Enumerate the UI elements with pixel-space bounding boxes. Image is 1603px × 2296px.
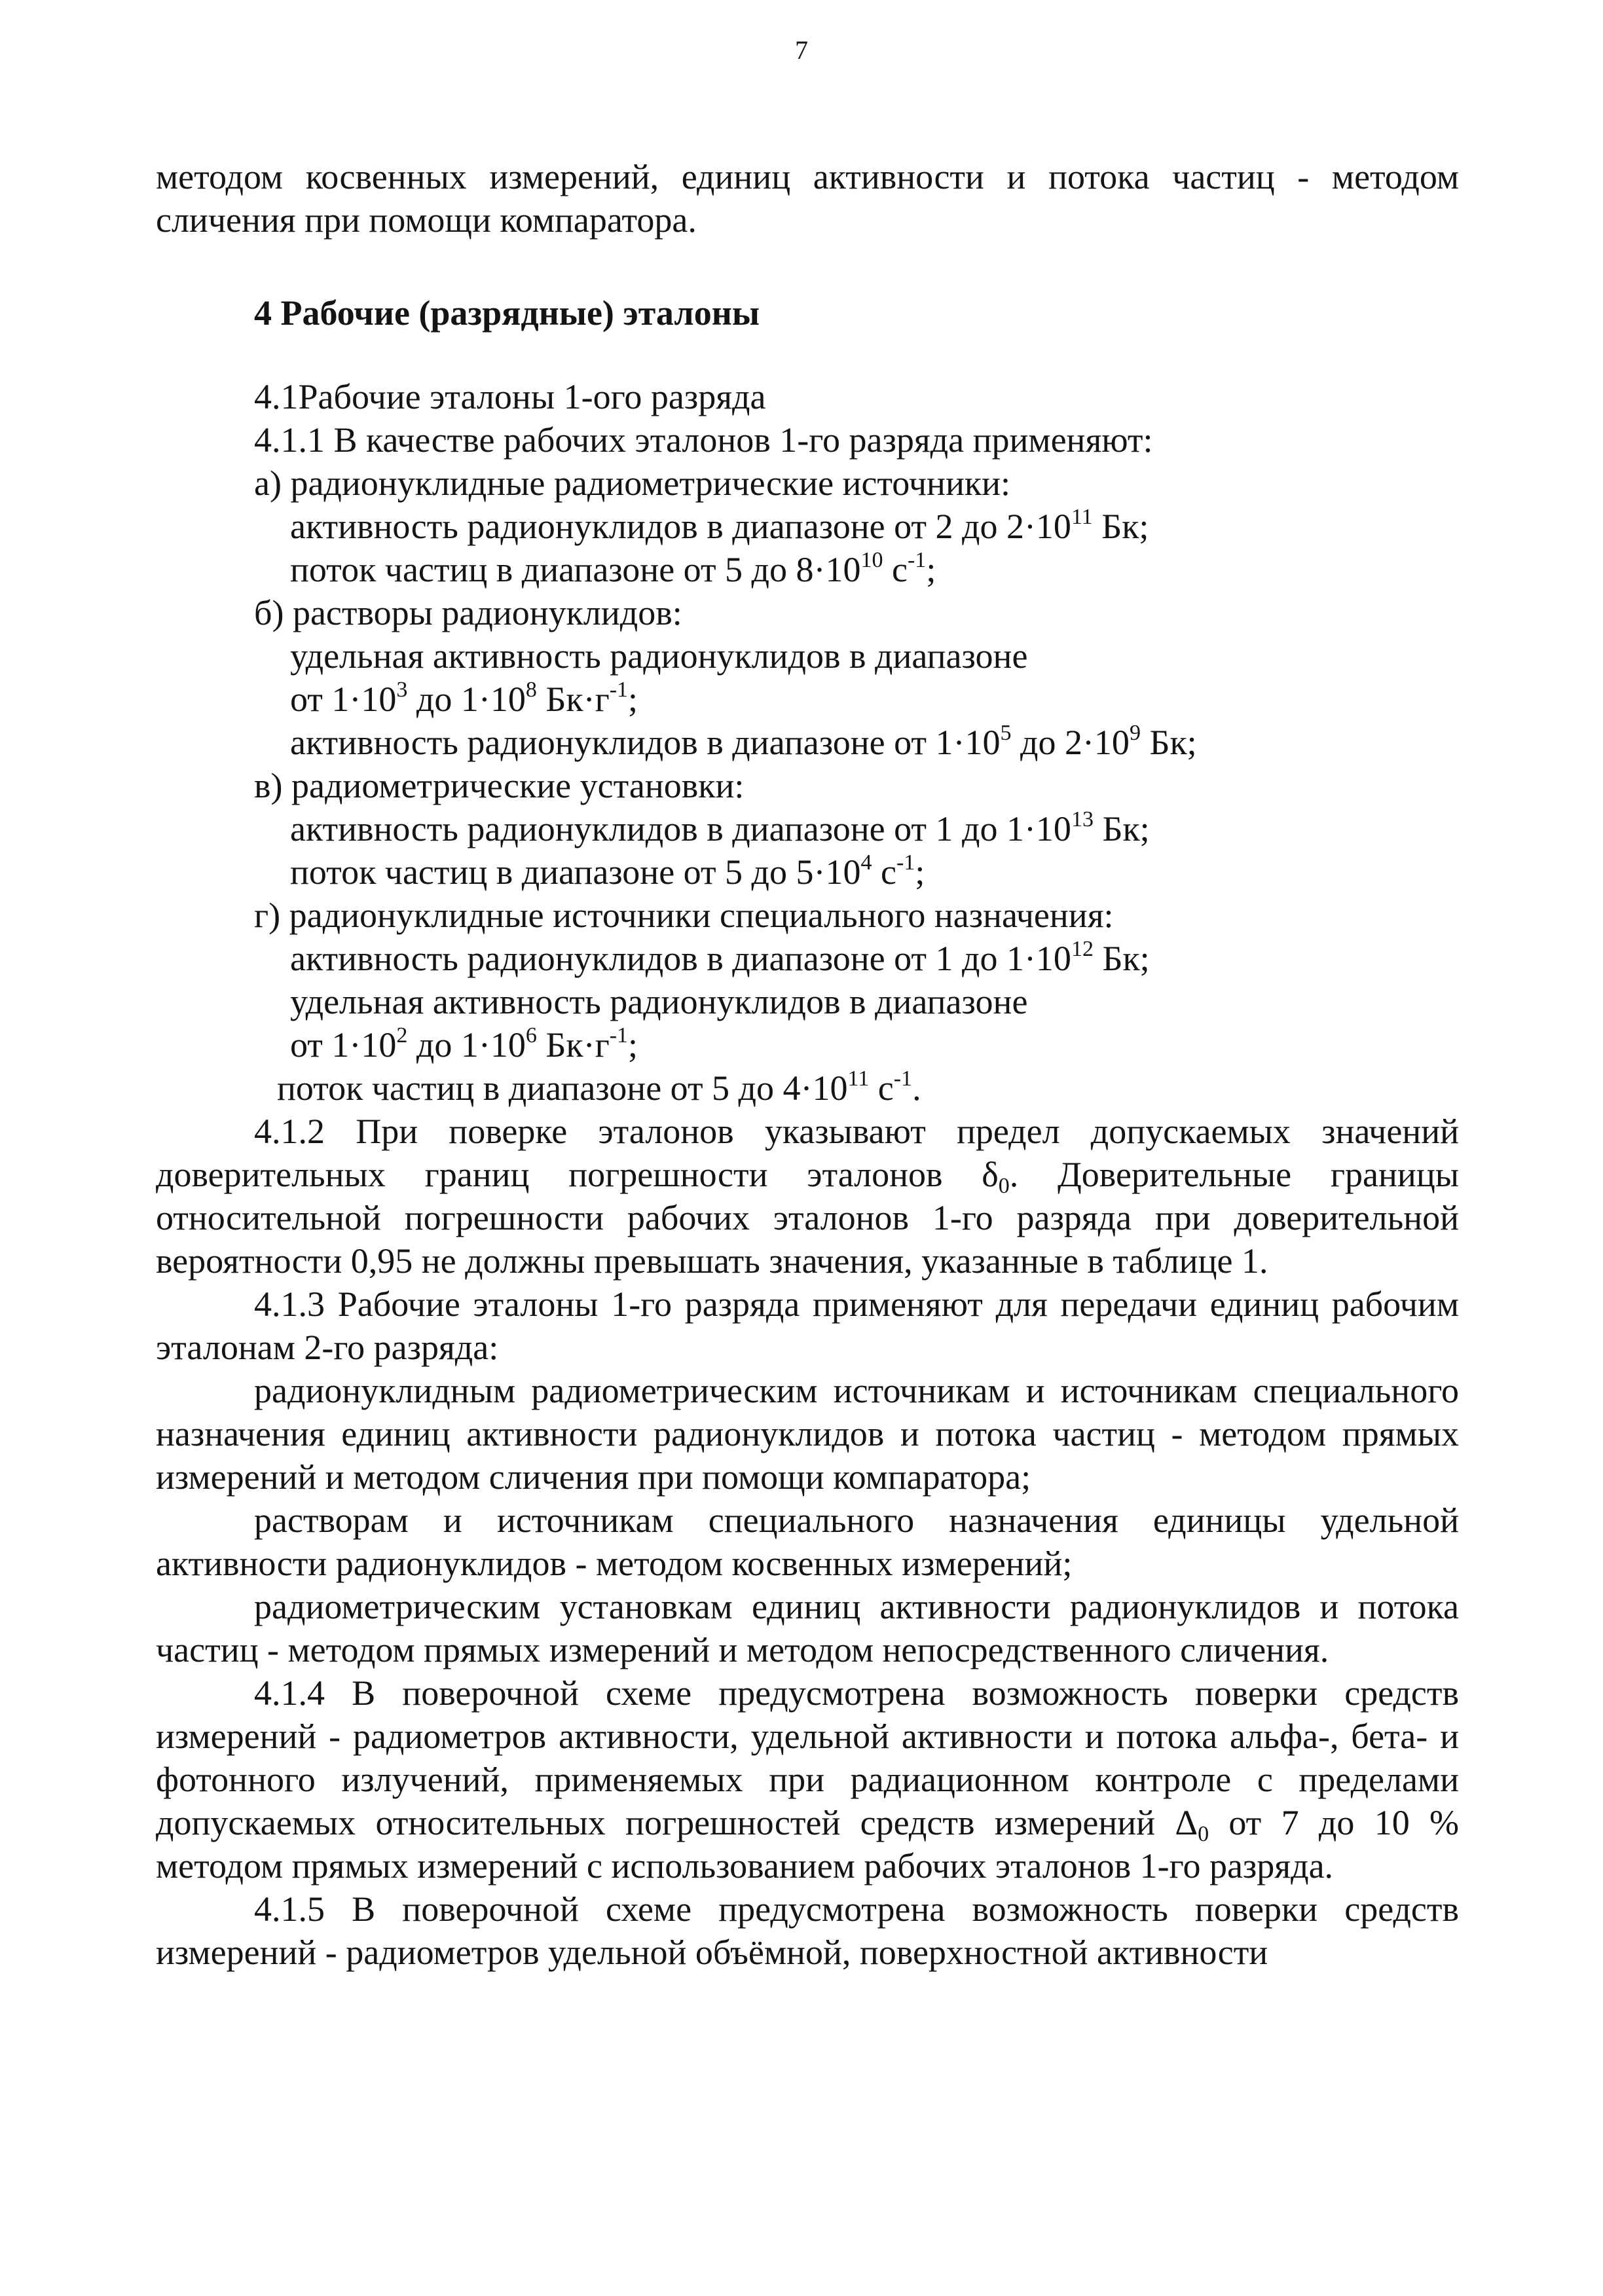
clause-4-1-5: 4.1.5 В поверочной схеме предусмотрена возможность поверки средств измерений - радиометров удельной объёмной, поверхностной активности [156,1889,1459,1972]
item-g-line-2: удельная активность радионуклидов в диапазоне [290,982,1028,1021]
clause-4-1-3: 4.1.3 Рабочие эталоны 1-го разряда применяют для передачи единиц рабочим эталонам 2-го разряда: [156,1285,1459,1367]
intro-paragraph: методом косвенных измерений, единиц активности и потока частиц - методом сличения при помощи компаратора. [156,157,1459,240]
item-a-label: а) радионуклидные радиометрические источники: [254,464,1010,503]
section-heading: 4 Рабочие (разрядные) эталоны [254,293,760,333]
clause-4-1-4: 4.1.4 В поверочной схеме предусмотрена возможность поверки средств измерений - радиометров активности, удельной активности и потока альфа-, бета- и фотонного излучений, применяемых при радиационном контроле с пределами допускаемых относительных погрешностей средств измерений $\Delta_0$ от 7 до 10 % методом прямых измерений с использованием рабочих эталонов 1-го разряда. [156,1673,1460,1886]
item-g-line-1: активность радионуклидов в диапазоне от 1 до $1\cdot 10^{12}$ Бк; [290,937,1150,978]
item-v-label: в) радиометрические установки: [254,766,745,805]
item-a-line-1: активность радионуклидов в диапазоне от 2 до $2\cdot 10^{11}$ Бк; [290,505,1149,546]
item-v-line-1: активность радионуклидов в диапазоне от 1 до $1\cdot 10^{13}$ Бк; [290,807,1150,848]
item-g-label: г) радионуклидные источники специального назначения: [254,896,1114,935]
clause-4-1-3-item-1: радионуклидным радиометрическим источникам и источникам специального назначения единиц активности радионуклидов и потока частиц - методом прямых измерений и методом сличения при помощи компаратора; [156,1371,1459,1497]
clause-4-1-3-item-2: растворам и источникам специального назначения единицы удельной активности радионуклидов - методом косвенных измерений; [156,1501,1459,1583]
item-b-line-1: удельная активность радионуклидов в диапазоне [290,636,1028,676]
item-g-line-4: поток частиц в диапазоне от 5 до $4\cdot 10^{11}$ $с^{-1}$. [277,1066,921,1108]
clause-4-1-2: 4.1.2 При поверке эталонов указывают предел допускаемых значений доверительных границ погрешности эталонов $\delta_0$. Доверительные границы относительной погрешности рабочих эталонов 1-го разряда при доверительной вероятности 0,95 не должны превышать значения, указанные в таблице 1. [156,1112,1460,1281]
item-v-line-2: поток частиц в диапазоне от 5 до $5\cdot 10^4$ $с^{-1}$; [290,850,925,892]
page-number: 7 [795,35,808,65]
clause-4-1-1-title: 4.1.1 В качестве рабочих эталонов 1-го разряда применяют: [254,420,1153,460]
document-body [156,155,1459,1974]
subsection-4-1-title: 4.1Рабочие эталоны 1-ого разряда [254,377,766,416]
item-b-line-2: от $1\cdot 10^3$ до $1\cdot 10^8$ $Бк\cdot г^{-1}$; [290,678,638,719]
item-g-line-3: от $1\cdot 10^2$ до $1\cdot 10^6$ $Бк\cdot г^{-1}$; [290,1023,638,1065]
clause-4-1-3-item-3: радиометрическим установкам единиц активности радионуклидов и потока частиц - методом прямых измерений и методом непосредственного сличения. [156,1587,1459,1669]
item-b-line-3: активность радионуклидов в диапазоне от $1\cdot 10^5$ до $2\cdot 10^9$ Бк; [290,721,1197,762]
item-b-label: б) растворы радионуклидов: [254,593,682,632]
item-a-line-2: поток частиц в диапазоне от 5 до $8\cdot 10^{10}$ $с^{-1}$; [290,548,936,589]
